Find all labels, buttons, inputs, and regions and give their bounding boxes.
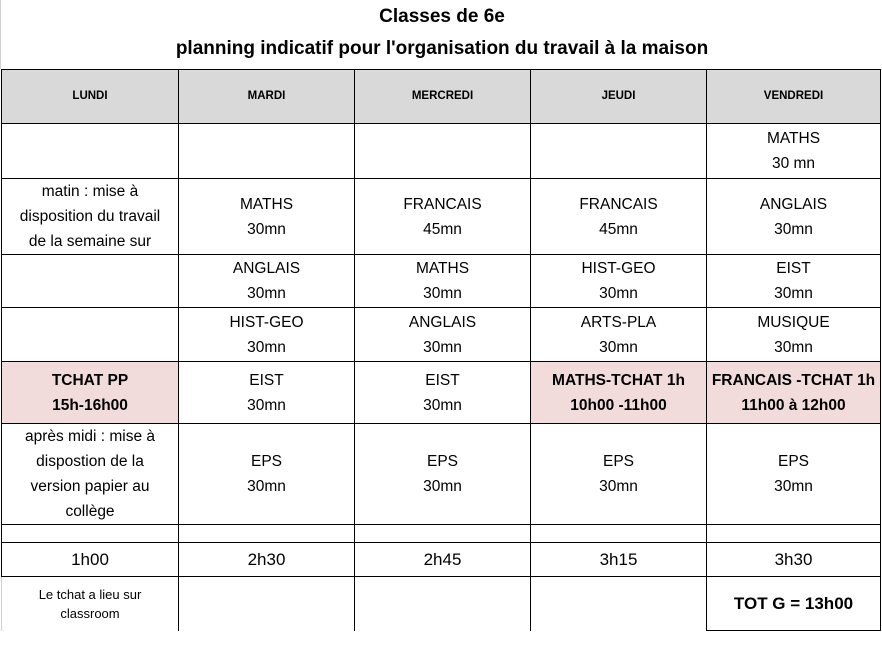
subject: ANGLAIS xyxy=(759,195,828,213)
schedule-table xyxy=(1,69,881,631)
cell-r6-lundi[interactable] xyxy=(2,424,179,525)
duration: 30mn xyxy=(774,285,813,302)
cell-spacer[interactable] xyxy=(2,525,179,543)
cell-spacer[interactable] xyxy=(355,525,531,543)
cell-r5-mercredi[interactable] xyxy=(355,362,531,424)
total-vendredi[interactable]: 3h30 xyxy=(707,543,881,577)
cell-r3-lundi[interactable] xyxy=(2,255,179,308)
subject: EIST xyxy=(776,260,811,277)
cell-r3-jeudi[interactable] xyxy=(531,255,707,308)
cell-r5-jeudi[interactable] xyxy=(531,362,707,424)
header-lundi[interactable]: LUNDI xyxy=(2,70,179,124)
cell-empty[interactable] xyxy=(531,577,707,631)
note-line: Le tchat a lieu sur xyxy=(38,586,142,602)
subject: EPS xyxy=(777,453,809,470)
duration: 30mn xyxy=(774,478,813,495)
cell-r1-mardi[interactable] xyxy=(179,124,355,179)
cell-r3-mercredi[interactable] xyxy=(355,255,531,308)
header-row xyxy=(2,70,881,124)
note-line: classroom xyxy=(60,605,120,621)
cell-empty[interactable] xyxy=(179,577,355,631)
tchat-time: 15h-16h00 xyxy=(52,396,128,414)
subject: ANGLAIS xyxy=(408,313,477,331)
duration: 30mn xyxy=(247,285,286,302)
cell-r1-vendredi[interactable] xyxy=(707,124,881,179)
subject: MATHS xyxy=(415,260,470,277)
subject: EPS xyxy=(250,453,282,470)
spacer-row xyxy=(2,525,881,543)
duration: 30mn xyxy=(423,285,462,302)
subject: ANGLAIS xyxy=(232,260,301,277)
header-vendredi[interactable]: VENDREDI xyxy=(707,70,881,124)
subject: ARTS-PLA xyxy=(580,313,657,331)
duration: 30mn xyxy=(599,338,638,356)
subject: MUSIQUE xyxy=(757,313,830,331)
note-line: collège xyxy=(65,503,115,520)
grand-total[interactable]: TOT G = 13h00 xyxy=(707,577,881,631)
table-row xyxy=(2,255,881,308)
cell-r2-jeudi[interactable] xyxy=(531,179,707,255)
note-line: de la semaine sur xyxy=(28,233,152,250)
total-jeudi[interactable]: 3h15 xyxy=(531,543,707,577)
cell-r1-lundi[interactable] xyxy=(2,124,179,179)
subject: FRANCAIS xyxy=(403,195,482,213)
cell-r3-vendredi[interactable] xyxy=(707,255,881,308)
tchat-label: MATHS-TCHAT 1h xyxy=(552,371,685,389)
duration: 45mn xyxy=(599,220,638,238)
cell-empty[interactable] xyxy=(355,577,531,631)
duration: 30mn xyxy=(247,478,286,495)
tchat-time: 10h00 -11h00 xyxy=(570,396,667,414)
cell-r5-vendredi[interactable] xyxy=(707,362,881,424)
subject: HIST-GEO xyxy=(581,260,656,277)
cell-r3-mardi[interactable] xyxy=(179,255,355,308)
cell-r6-mardi[interactable] xyxy=(179,424,355,525)
subject: EPS xyxy=(602,453,634,470)
duration: 30 mn xyxy=(771,155,816,172)
table-row xyxy=(2,308,881,362)
page-title: Classes de 6e xyxy=(379,6,505,27)
cell-r5-lundi[interactable] xyxy=(2,362,179,424)
cell-r4-mardi[interactable] xyxy=(179,308,355,362)
subject: EIST xyxy=(425,371,460,389)
duration: 45mn xyxy=(423,220,462,238)
note-line: après midi : mise à xyxy=(24,428,156,445)
cell-spacer[interactable] xyxy=(707,525,881,543)
subject: MATHS xyxy=(766,130,821,147)
totals-row xyxy=(2,543,881,577)
tchat-note[interactable] xyxy=(2,577,179,631)
total-lundi[interactable]: 1h00 xyxy=(2,543,179,577)
duration: 30mn xyxy=(247,220,286,238)
duration: 30mn xyxy=(599,285,638,302)
cell-r1-mercredi[interactable] xyxy=(355,124,531,179)
tchat-label: TCHAT PP xyxy=(51,371,129,389)
header-jeudi[interactable]: JEUDI xyxy=(531,70,707,124)
duration: 30mn xyxy=(423,338,462,356)
subject: HIST-GEO xyxy=(229,313,304,331)
cell-r2-vendredi[interactable] xyxy=(707,179,881,255)
cell-spacer[interactable] xyxy=(179,525,355,543)
note-line: version papier au xyxy=(30,478,150,495)
duration: 30mn xyxy=(774,338,813,356)
duration: 30mn xyxy=(247,396,286,414)
subject: FRANCAIS xyxy=(579,195,658,213)
note-line: dispostion de la xyxy=(36,453,144,470)
duration: 30mn xyxy=(423,478,462,495)
duration: 30mn xyxy=(774,220,813,238)
subject: EIST xyxy=(249,371,284,389)
cell-r6-vendredi[interactable] xyxy=(707,424,881,525)
cell-r2-lundi[interactable] xyxy=(2,179,179,255)
header-mardi[interactable]: MARDI xyxy=(179,70,355,124)
cell-r4-lundi[interactable] xyxy=(2,308,179,362)
cell-spacer[interactable] xyxy=(531,525,707,543)
subject: MATHS xyxy=(239,195,294,213)
note-line: disposition du travail xyxy=(19,208,161,225)
cell-r2-mardi[interactable] xyxy=(179,179,355,255)
table-row xyxy=(2,362,881,424)
table-row xyxy=(2,124,881,179)
duration: 30mn xyxy=(599,478,638,495)
cell-r1-jeudi[interactable] xyxy=(531,124,707,179)
subject: EPS xyxy=(426,453,458,470)
duration: 30mn xyxy=(423,396,462,414)
tchat-label: FRANCAIS -TCHAT 1h xyxy=(711,371,876,389)
duration: 30mn xyxy=(247,338,286,356)
cell-r4-jeudi[interactable] xyxy=(531,308,707,362)
table-row xyxy=(2,424,881,525)
header-mercredi[interactable]: MERCREDI xyxy=(355,70,531,124)
note-line: matin : mise à xyxy=(41,183,139,200)
cell-r4-vendredi[interactable] xyxy=(707,308,881,362)
page-subtitle: planning indicatif pour l'organisation du travail à la maison xyxy=(175,38,709,59)
cell-r6-jeudi[interactable] xyxy=(531,424,707,525)
title-area xyxy=(0,0,882,69)
total-mardi[interactable]: 2h30 xyxy=(179,543,355,577)
cell-r4-mercredi[interactable] xyxy=(355,308,531,362)
tchat-time: 11h00 à 12h00 xyxy=(741,396,846,414)
table-row xyxy=(2,179,881,255)
cell-r6-mercredi[interactable] xyxy=(355,424,531,525)
cell-r5-mardi[interactable] xyxy=(179,362,355,424)
footer-row xyxy=(2,577,881,631)
cell-r2-mercredi[interactable] xyxy=(355,179,531,255)
total-mercredi[interactable]: 2h45 xyxy=(355,543,531,577)
